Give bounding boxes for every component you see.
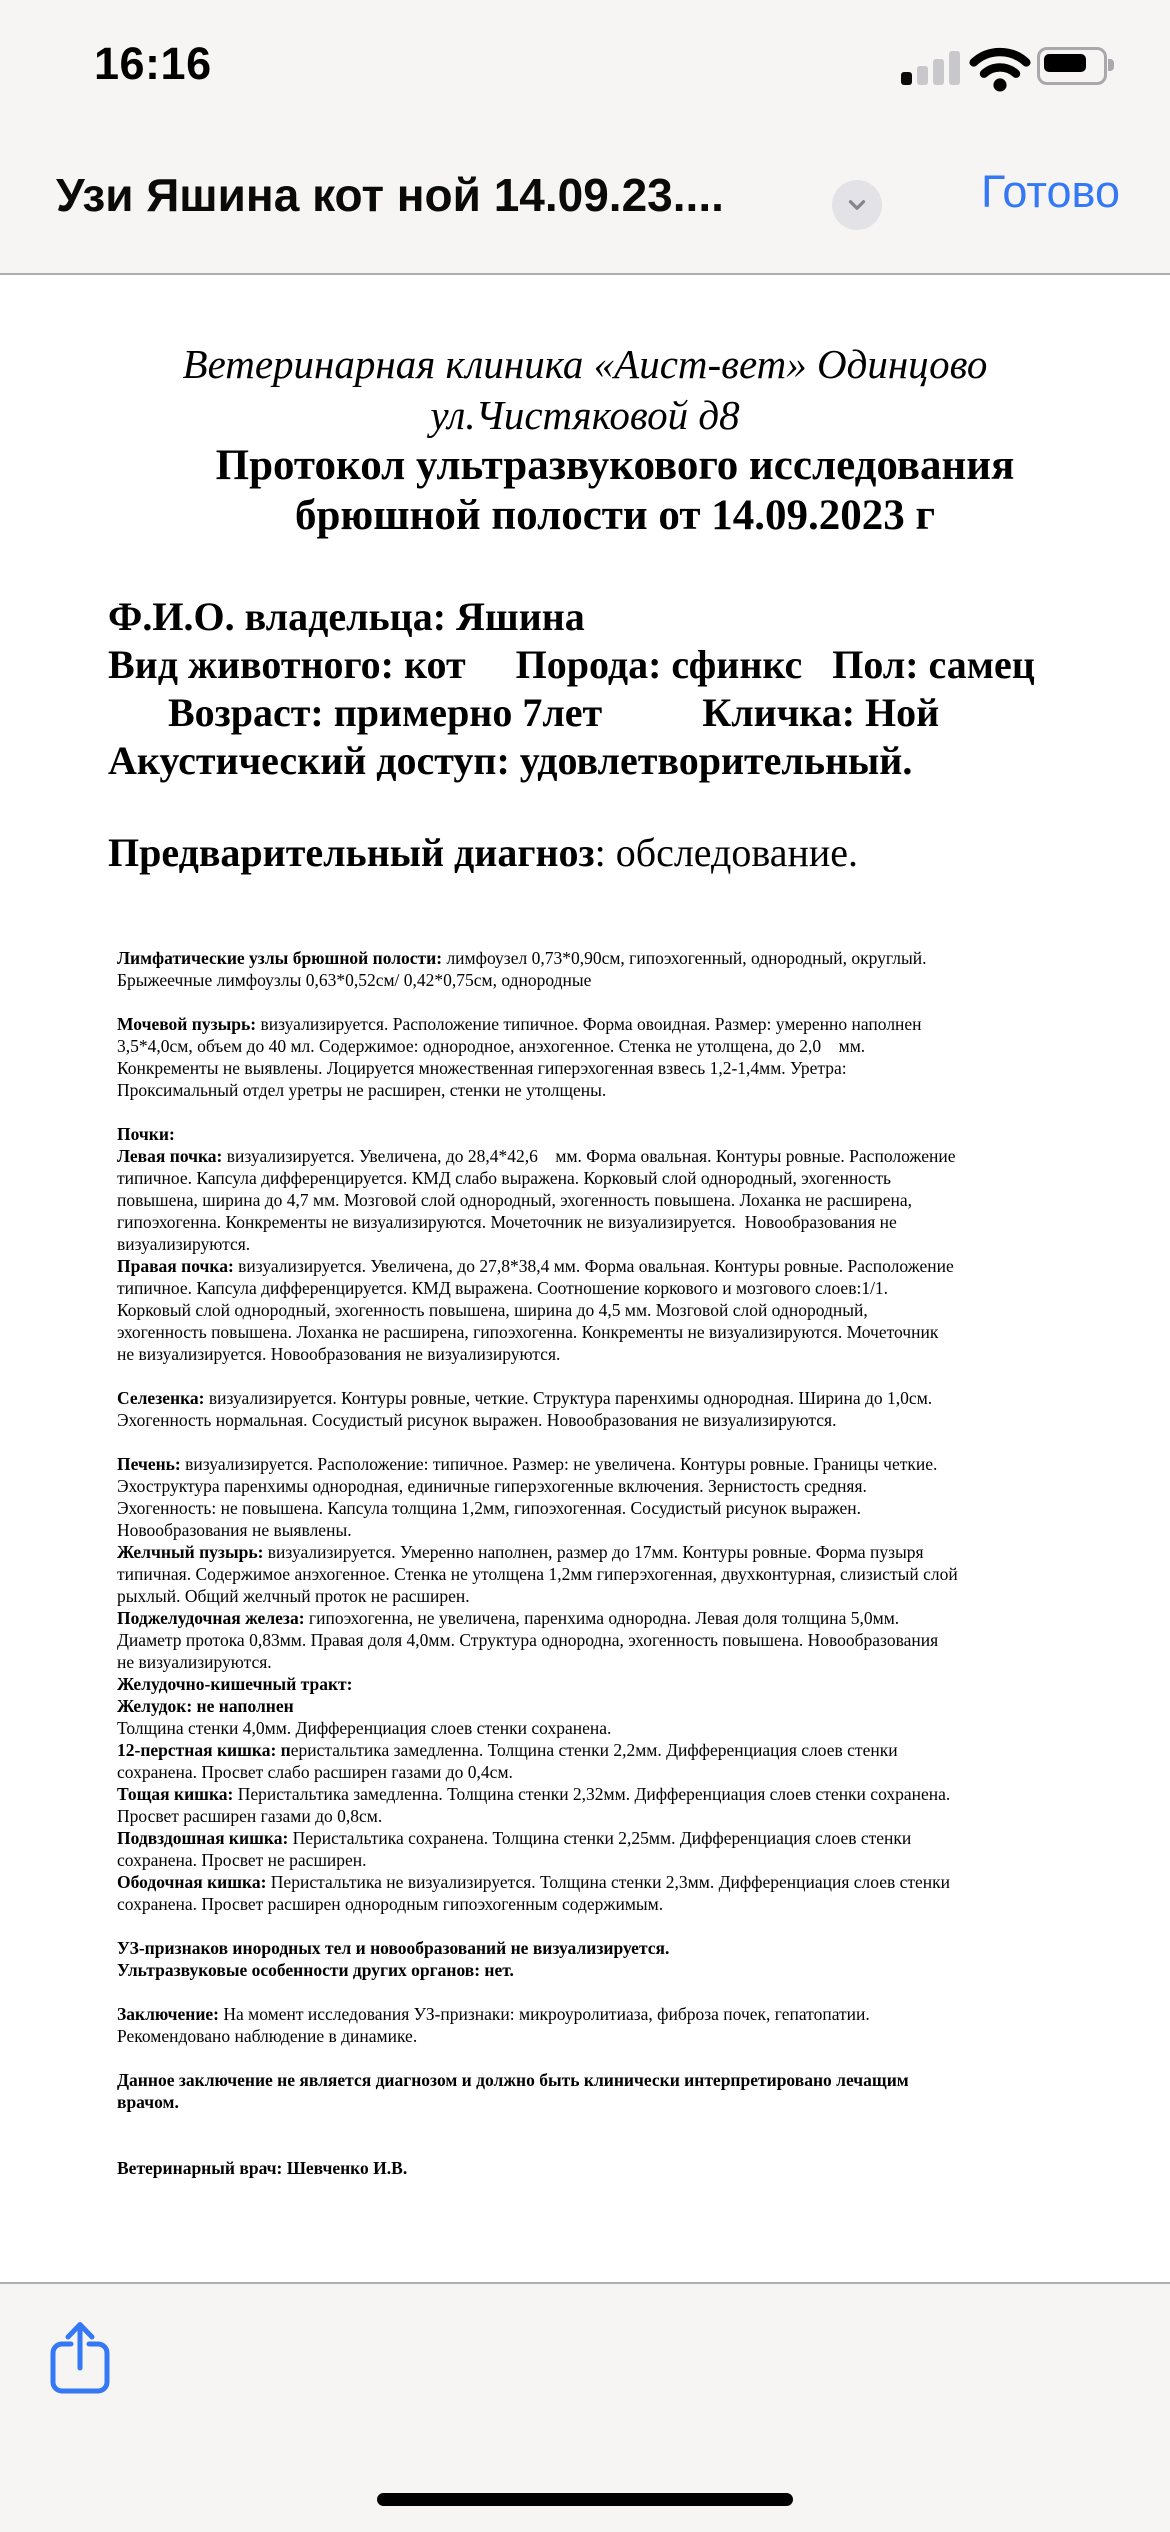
document-line: не визуализируется. Новообразования не визуализируются. [117,1344,561,1364]
document-line: Желудочно-кишечный тракт: [117,1674,353,1694]
document-line: сохранена. Просвет не расширен. [117,1850,367,1870]
document-line: Левая почка: визуализируется. Увеличена, до 28,4*42,6 мм. Форма овальная. Контуры ровные. Расположение [117,1146,956,1166]
document-line: Данное заключение не является диагнозом и должно быть клинически интерпретировано лечащим [117,2070,909,2090]
document-line: Акустический доступ: удовлетворительный. [108,738,913,783]
share-icon [50,2318,110,2398]
protocol-title-line2: брюшной полости от 14.09.2023 г [294,492,936,539]
document-line: Ультразвуковые особенности других органов: нет. [117,1960,514,1980]
document-line: повышена, ширина до 4,7 мм. Мозговой слой однородный, эхогенность повышена. Лоханка не расширена, [117,1190,912,1210]
document-line: Новообразования не выявлены. [117,1520,352,1540]
document-title: Узи Яшина кот ной 14.09.23.... [56,169,724,221]
document-line: Возраст: примерно 7лет Кличка: Ной [108,690,940,735]
document-line: гипоэхогенна. Конкременты не визуализируются. Мочеточник не визуализируется. Новообразования не [117,1212,897,1232]
document-line: Мочевой пузырь: визуализируется. Расположение типичное. Форма овоидная. Размер: умеренно наполнен [117,1014,922,1034]
title-menu-button[interactable] [832,180,882,230]
document-line: Толщина стенки 4,0мм. Дифференциация слоев стенки сохранена. [117,1718,612,1738]
document-line: Ф.И.О. владельца: Яшина [108,594,585,639]
document-line: типичное. Капсула дифференцируется. КМД слабо выражена. Корковый слой однородный, эхогенность [117,1168,891,1188]
document-line: типичное. Капсула дифференцируется. КМД выражена. Соотношение коркового и мозгового слоев:1/1. [117,1278,889,1298]
clinic-address-line: ул.Чистяковой д8 [430,392,740,438]
battery-icon [1037,47,1107,85]
document-line: сохранена. Просвет расширен однородным гипоэхогенным содержимым. [117,1894,664,1914]
blank-line [108,785,1118,829]
document-line: Подвздошная кишка: Перистальтика сохранена. Толщина стенки 2,25мм. Дифференциация слоев стенки [117,1828,912,1848]
document-line: Почки: [117,1124,175,1144]
document-line: Просвет расширен газами до 0,8см. [117,1806,383,1826]
document-line: Ветеринарный врач: Шевченко И.В. [117,2158,408,2178]
document-page [0,275,1170,2282]
document-line: Правая почка: визуализируется. Увеличена, до 27,8*38,4 мм. Форма овальная. Контуры ровные. Расположение [117,1256,954,1276]
document-line: Конкременты не выявлены. Лоцируется множественная гиперэхогенная взвесь 1,2-1,4мм. Уретра: [117,1058,847,1078]
document-line: визуализируются. [117,1234,251,1254]
document-line: Брыжеечные лимфоузлы 0,63*0,52см/ 0,42*0,75см, однородные [117,970,592,990]
document-line: рыхлый. Общий желчный проток не расширен. [117,1586,470,1606]
document-line: Вид животного: кот Порода: сфинкс Пол: самец [108,642,1035,687]
findings-block [117,947,1117,2179]
document-line: Проксимальный отдел уретры не расширен, стенки не утолщены. [117,1080,607,1100]
document-line: 3,5*4,0см, объем до 40 мл. Содержимое: однородное, анэхогенное. Стенка не утолщена, до 2,0 мм. [117,1036,866,1056]
document-line: Корковый слой однородный, эхогенность повышена, ширина до 4,5 мм. Мозговой слой однородный, [117,1300,868,1320]
blank-line [117,991,1117,1013]
battery-nub [1108,59,1114,71]
document-line: Эхогенность: не повышена. Капсула толщина 1,2мм, гипоэхогенная. Сосудистый рисунок выражен. [117,1498,862,1518]
document-line: Желудок: не наполнен [117,1696,294,1716]
blank-line [117,2113,1117,2135]
battery-fill [1044,54,1086,72]
document-header [0,339,1170,541]
document-line: Рекомендовано наблюдение в динамике. [117,2026,418,2046]
document-line: эхогенность повышена. Лоханка не расширена, гипоэхогенна. Конкременты не визуализируются. Мочеточник [117,1322,939,1342]
blank-line [117,1365,1117,1387]
document-line: Предварительный диагноз: обследование. [108,830,859,875]
blank-line [117,1431,1117,1453]
document-line: врачом. [117,2092,179,2112]
done-button[interactable]: Готово [981,166,1120,217]
document-line: Заключение: На момент исследования УЗ-признаки: микроуролитиаза, фиброза почек, гепатопатии. [117,2004,870,2024]
wifi-icon [969,46,1031,92]
document-line: Лимфатические узлы брюшной полости: лимфоузел 0,73*0,90см, гипоэхогенный, однородный, округлый. [117,948,927,968]
document-line: Печень: визуализируется. Расположение: типичное. Размер: не увеличена. Контуры ровные. Границы четкие. [117,1454,938,1474]
blank-line [117,2135,1117,2157]
document-line: типичная. Содержимое анэхогенное. Стенка не утолщена 1,2мм гиперэхогенная, двухконтурная, слизистый слой [117,1564,958,1584]
patient-info-block [108,593,1118,877]
blank-line [117,1981,1117,2003]
share-button[interactable] [50,2318,110,2401]
protocol-title-line1: Протокол ультразвукового исследования [215,442,1015,489]
blank-line [117,2047,1117,2069]
document-line: Поджелудочная железа: гипоэхогенна, не увеличена, паренхима однородна. Левая доля толщина 5,0мм. [117,1608,900,1628]
document-line: Селезенка: визуализируется. Контуры ровные, четкие. Структура паренхимы однородная. Ширина до 1,0см. [117,1388,933,1408]
document-line: 12-перстная кишка: перистальтика замедленна. Толщина стенки 2,2мм. Дифференциация слоев стенки [117,1740,898,1760]
chevron-down-icon [844,192,870,218]
clinic-name-line: Ветеринарная клиника «Аист-вет» Одинцово [182,341,988,387]
document-line: Тощая кишка: Перистальтика замедленна. Толщина стенки 2,32мм. Дифференциация слоев стенки сохранена. [117,1784,951,1804]
document-line: не визуализируются. [117,1652,272,1672]
document-line: Эхогенность нормальная. Сосудистый рисунок выражен. Новообразования не визуализируются. [117,1410,837,1430]
home-indicator[interactable] [377,2493,793,2506]
cellular-signal-icon [901,49,963,85]
document-line: УЗ-признаков инородных тел и новообразований не визуализируется. [117,1938,670,1958]
blank-line [117,1101,1117,1123]
document-line: Диаметр протока 0,83мм. Правая доля 4,0мм. Структура однородна, эхогенность повышена. Новообразования [117,1630,939,1650]
document-line: Желчный пузырь: визуализируется. Умеренно наполнен, размер до 17мм. Контуры ровные. Форма пузыря [117,1542,924,1562]
status-time: 16:16 [94,38,212,89]
document-line: Эхоструктура паренхимы однородная, единичные гиперэхогенные включения. Зернистость средняя. [117,1476,867,1496]
document-line: Ободочная кишка: Перистальтика не визуализируется. Толщина стенки 2,3мм. Дифференциация слоев стенки [117,1872,951,1892]
document-line: сохранена. Просвет слабо расширен газами до 0,4см. [117,1762,513,1782]
blank-line [117,1915,1117,1937]
